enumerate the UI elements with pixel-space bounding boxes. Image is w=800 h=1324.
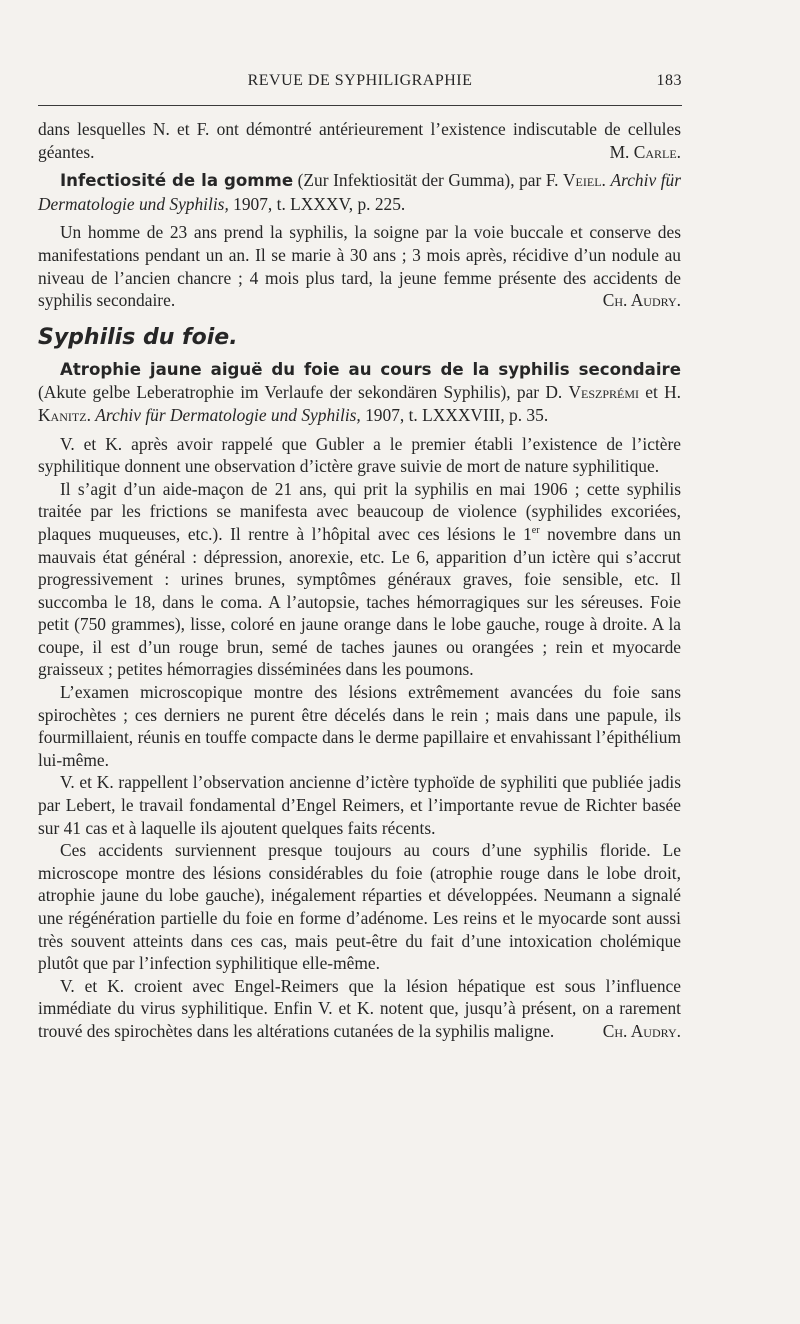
article2-title-bold: Atrophie jaune aiguë du foie au cours de la syphilis secondaire bbox=[60, 359, 681, 379]
article2-title-rest: (Akute gelbe Leberatrophie im Verlaufe der sekondären Syphilis), par D. bbox=[38, 382, 569, 403]
article-heading-atrophie bbox=[38, 358, 681, 427]
article2-para-1: V. et K. après avoir rappelé que Gubler a le premier établi l’existence de l’ictère syphilitique donnent une observation d’ictère grave suivie de mort de nature syphilitique. bbox=[38, 433, 681, 477]
article2-para-6 bbox=[38, 975, 681, 1043]
section-title: Syphilis du foie. bbox=[38, 324, 238, 350]
article-author: Veiel bbox=[563, 170, 602, 191]
signature-carle: M. Carle. bbox=[609, 141, 681, 162]
signature-audry-1: Ch. Audry. bbox=[602, 290, 681, 311]
ordinal-superscript: er bbox=[531, 525, 540, 537]
article2-para-3: L’examen microscopique montre des lésions extrêmement avancées du foie sans spirochètes ; ces derniers ne purent être décelés dans le rein ; mais dans une papule, ils fourmillaient, réunis en touffe compacte dans le derme papillaire et envahissant l’épithélium lui-même. bbox=[38, 682, 681, 770]
article2-author1: Veszprémi bbox=[568, 382, 640, 403]
article2-author-end: . bbox=[86, 404, 96, 425]
running-title: REVUE DE SYPHILIGRAPHIE bbox=[247, 72, 473, 89]
article2-author2: Kanitz bbox=[38, 404, 87, 425]
article2-journal: Archiv für Dermatologie und Syphilis, bbox=[95, 404, 361, 425]
article2-para-2a: Il s’agit d’un aide-maçon de 21 ans, qui prit la syphilis en mai 1906 ; cette syphilis traitée par les frictions se manifesta avec beaucoup de violence (syphilides excoriées, plaques muqueuses, etc.). Il rentre à l’hôpital avec ces lésions le 1 bbox=[38, 478, 681, 544]
article-body-text: Un homme de 23 ans prend la syphilis, la soigne par la voie buccale et conserve des manifestations pendant un an. Il se marie à 30 ans ; 3 mois après, récidive d’un nodule au niveau de l’ancien chancre ; 4 mois plus tard, la jeune femme présente des accidents de syphilis secondaire. bbox=[38, 222, 681, 311]
article-body-gomme bbox=[38, 221, 681, 311]
continued-text: dans lesquelles N. et F. ont démontré antérieurement l’existence indiscutable de cellules géantes. bbox=[38, 119, 681, 162]
header-rule bbox=[38, 105, 682, 106]
page-body bbox=[38, 118, 681, 1043]
article-heading-gomme bbox=[38, 169, 681, 215]
article2-para-5: Ces accidents surviennent presque toujours au cours d’une syphilis floride. Le microscope montre des lésions considérables du foie (atrophie rouge dans le lobe droit, atrophie jaune du lobe gauche), inégalement réparties et développées. Neumann a signalé une régénération partielle du foie en forme d’adénome. Les reins et le myocarde sont aussi très souvent atteints dans ces cas, mais peut-être du fait d’une intoxication cholémique plutôt que par l’infection syphilitique elle-même. bbox=[38, 840, 681, 974]
running-header bbox=[38, 72, 682, 96]
article2-para-6-text: V. et K. croient avec Engel-Reimers que la lésion hépatique est sous l’influence immédiate du virus syphilitique. Enfin V. et K. notent que, jusqu’à présent, on a rarement trouvé des spirochètes dans les altérations cutanées de la syphilis maligne. bbox=[38, 975, 681, 1041]
article2-and: et H. bbox=[639, 382, 681, 403]
article-title-bold: Infectiosité de la gomme bbox=[60, 171, 294, 191]
signature-audry-2: Ch. Audry. bbox=[602, 1020, 681, 1041]
article2-citation: 1907, t. LXXXVIII, p. 35. bbox=[360, 404, 549, 425]
article-title-rest: (Zur Infektiosität der Gumma), par F. bbox=[293, 170, 563, 191]
article2-para-2 bbox=[38, 478, 681, 681]
article2-para-2b: novembre dans un mauvais état général : dépression, anorexie, etc. Le 6, apparition d’un ictère qui s’accrut progressivement : urines brunes, symptômes généraux graves, foie sensible, etc. Il succomba le 18, dans le coma. A l’autopsie, taches hémorragiques sur les séreuses. Foie petit (750 grammes), lisse, coloré en jaune orange dans le lobe gauche, rouge à droite. A la coupe, il est d’un rouge brun, semé de taches jaunes ou orangées ; rein et myocarde graisseux ; petites hémorragies disséminées dans les poumons. bbox=[38, 523, 681, 680]
page-number: 183 bbox=[656, 72, 682, 89]
article-author-end: . bbox=[601, 170, 606, 191]
continued-paragraph bbox=[38, 118, 681, 163]
article-citation: 1907, t. LXXXV, p. 225. bbox=[228, 193, 406, 214]
article2-para-4: V. et K. rappellent l’observation ancienne d’ictère typhoïde de syphiliti que publiée jadis par Lebert, le travail fondamental d’Engel Reimers, et l’importante revue de Richter basée sur 41 cas et à laquelle ils ajoutent quelques faits récents. bbox=[38, 772, 681, 838]
article-journal: Archiv für Dermatologie und Syphilis, bbox=[38, 170, 681, 214]
